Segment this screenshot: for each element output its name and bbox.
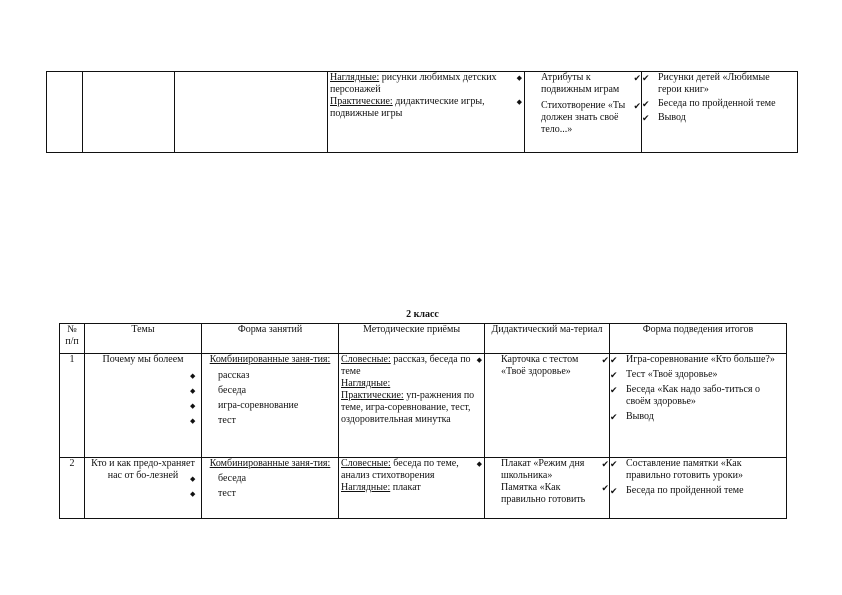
cell-num: 2: [60, 458, 85, 519]
form-text: Рисунки детей «Любимые герои книг»: [658, 72, 770, 95]
form-item: [190, 400, 336, 412]
form-item: [612, 384, 784, 408]
header-results: Форма подведения итогов: [610, 324, 787, 354]
method-label: Наглядные:: [341, 482, 391, 493]
bullet-icon: ◆: [516, 74, 522, 82]
header-num: № п/п: [60, 324, 85, 354]
form-item-text: игра-соревнование: [218, 400, 299, 411]
bullet-icon: ◆: [190, 402, 196, 410]
cell-methods: [328, 72, 525, 153]
table-fragment-top: [46, 71, 798, 153]
table-row: [60, 354, 787, 458]
material-text: Плакат «Режим дня школьника»: [501, 458, 585, 481]
check-icon: ✔: [642, 113, 650, 123]
cell-topic: Почему мы болеем: [85, 354, 202, 458]
form-text: Тест «Твоё здоровье»: [626, 369, 718, 380]
method-label: Наглядные:: [330, 72, 380, 83]
form-item: [612, 411, 784, 423]
material-item: [527, 72, 639, 96]
check-icon: ✔: [601, 483, 609, 493]
material-text: Атрибуты к подвижным играм: [541, 72, 620, 95]
bullet-icon: ◆: [190, 490, 196, 498]
form-item: [190, 488, 336, 500]
check-icon: ✔: [601, 459, 609, 469]
method-label: Словесные:: [341, 354, 391, 365]
cell-forms: [610, 354, 787, 458]
check-icon: ✔: [610, 486, 618, 496]
header-materials: Дидактический ма-териал: [485, 324, 610, 354]
lesson-plan-table: [59, 323, 787, 519]
bullet-icon: ◆: [516, 98, 522, 106]
cell-form: [190, 458, 339, 519]
form-item-text: тест: [218, 415, 236, 426]
form-item-text: тест: [218, 488, 236, 499]
bullet-icon: ◆: [190, 475, 196, 483]
material-text: Карточка с тестом «Твоё здоровье»: [501, 354, 579, 377]
form-item-text: рассказ: [218, 370, 250, 381]
form-item: [190, 415, 336, 427]
cell-num: [47, 72, 83, 153]
form-text: Игра-соревнование «Кто больше?»: [626, 354, 775, 365]
material-text: Памятка «Как правильно готовить: [501, 482, 586, 505]
table-header-row: [60, 324, 787, 354]
form-item-text: беседа: [218, 385, 247, 396]
material-item: [487, 458, 607, 482]
check-icon: ✔: [610, 355, 618, 365]
cell-materials: [485, 354, 610, 458]
method-item: [330, 72, 522, 96]
cell-topic: [83, 72, 175, 153]
form-item: [190, 473, 336, 485]
cell-num: 1: [60, 354, 85, 458]
method-item: [341, 378, 482, 390]
method-item: [341, 458, 482, 482]
check-icon: ✔: [601, 355, 609, 365]
method-text: плакат: [390, 482, 421, 493]
form-text: Беседа по пройденной теме: [626, 485, 744, 496]
method-item: [341, 354, 482, 378]
method-label: Практические:: [330, 96, 393, 107]
check-icon: ✔: [610, 385, 618, 395]
check-icon: ✔: [633, 73, 641, 83]
method-text: рисунки любимых детских персонажей: [330, 72, 497, 95]
form-item: [644, 98, 795, 110]
table-row: [47, 72, 798, 153]
form-item: [612, 354, 784, 366]
cell-topic: Кто и как предо-храняет нас от бо-лезней: [85, 458, 202, 519]
form-text: Вывод: [658, 112, 686, 123]
bullet-icon: ◆: [190, 387, 196, 395]
material-item: [487, 354, 607, 378]
material-text: Стихотворение «Ты должен знать своё тело...»: [541, 100, 626, 135]
bullet-icon: ◆: [190, 417, 196, 425]
method-item: [330, 96, 522, 120]
check-icon: ✔: [642, 73, 650, 83]
form-item-text: беседа: [218, 473, 247, 484]
method-label: Наглядные:: [341, 378, 391, 389]
method-text: уп-ражнения по теме, игра-соревнование, тест, оздоровительная минутка: [341, 390, 475, 425]
method-text: рассказ, беседа по теме: [341, 354, 471, 377]
form-text: Беседа по пройденной теме: [658, 98, 776, 109]
form-item: [612, 369, 784, 381]
bullet-icon: ◆: [476, 460, 482, 468]
bullet-icon: ◆: [476, 356, 482, 364]
cell-materials: [485, 458, 610, 519]
form-title: Комбинированные заня-тия:: [209, 354, 331, 365]
form-title: Комбинированные заня-тия:: [209, 458, 331, 469]
cell-forms: [610, 458, 787, 519]
form-item: [612, 458, 784, 482]
method-label: Практические:: [341, 390, 404, 401]
cell-forms: [642, 72, 798, 153]
form-item: [644, 112, 795, 124]
form-item: [190, 370, 336, 382]
header-methods: Методические приёмы: [339, 324, 485, 354]
method-item: [341, 482, 482, 494]
form-item: [612, 485, 784, 497]
check-icon: ✔: [610, 370, 618, 380]
cell-methods: [339, 354, 485, 458]
form-text: Беседа «Как надо забо-титься о своём здоровье»: [626, 384, 761, 407]
method-item: [341, 390, 482, 426]
cell-form: [190, 354, 339, 458]
table-row: [60, 458, 787, 519]
header-topics: Темы: [85, 324, 202, 354]
bullet-icon: ◆: [190, 372, 196, 380]
header-form: Форма занятий: [202, 324, 339, 354]
form-text: Составление памятки «Как правильно готовить уроки»: [626, 458, 743, 481]
section-caption: 2 класс: [406, 309, 439, 320]
check-icon: ✔: [642, 99, 650, 109]
form-item: [190, 385, 336, 397]
cell-methods: [339, 458, 485, 519]
method-label: Словесные:: [341, 458, 391, 469]
check-icon: ✔: [610, 412, 618, 422]
check-icon: ✔: [610, 459, 618, 469]
cell-materials: [525, 72, 642, 153]
material-item: [527, 100, 639, 136]
cell-form: [175, 72, 328, 153]
form-text: Вывод: [626, 411, 654, 422]
method-text: дидактические игры, подвижные игры: [330, 96, 485, 119]
form-item: [644, 72, 795, 96]
method-text: беседа по теме, анализ стихотворения: [341, 458, 459, 481]
material-item: [487, 482, 607, 506]
check-icon: ✔: [633, 101, 641, 111]
